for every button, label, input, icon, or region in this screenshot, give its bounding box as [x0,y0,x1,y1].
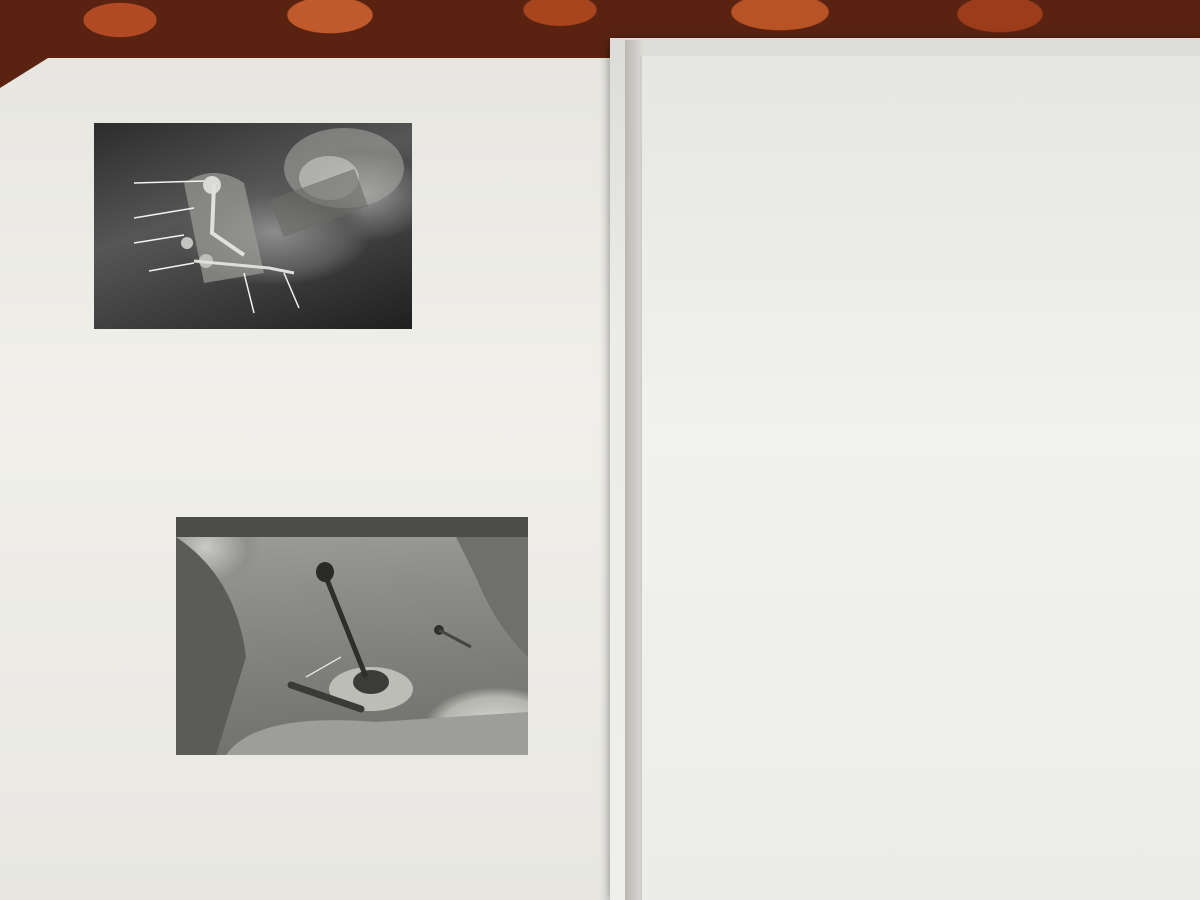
right-page [640,56,1200,900]
spiral-binding [586,30,646,900]
figure-31-photo [94,123,412,329]
differential-lever-illustration [176,517,528,755]
figure-32-photo [176,517,528,755]
gearbox-illustration [94,123,412,329]
